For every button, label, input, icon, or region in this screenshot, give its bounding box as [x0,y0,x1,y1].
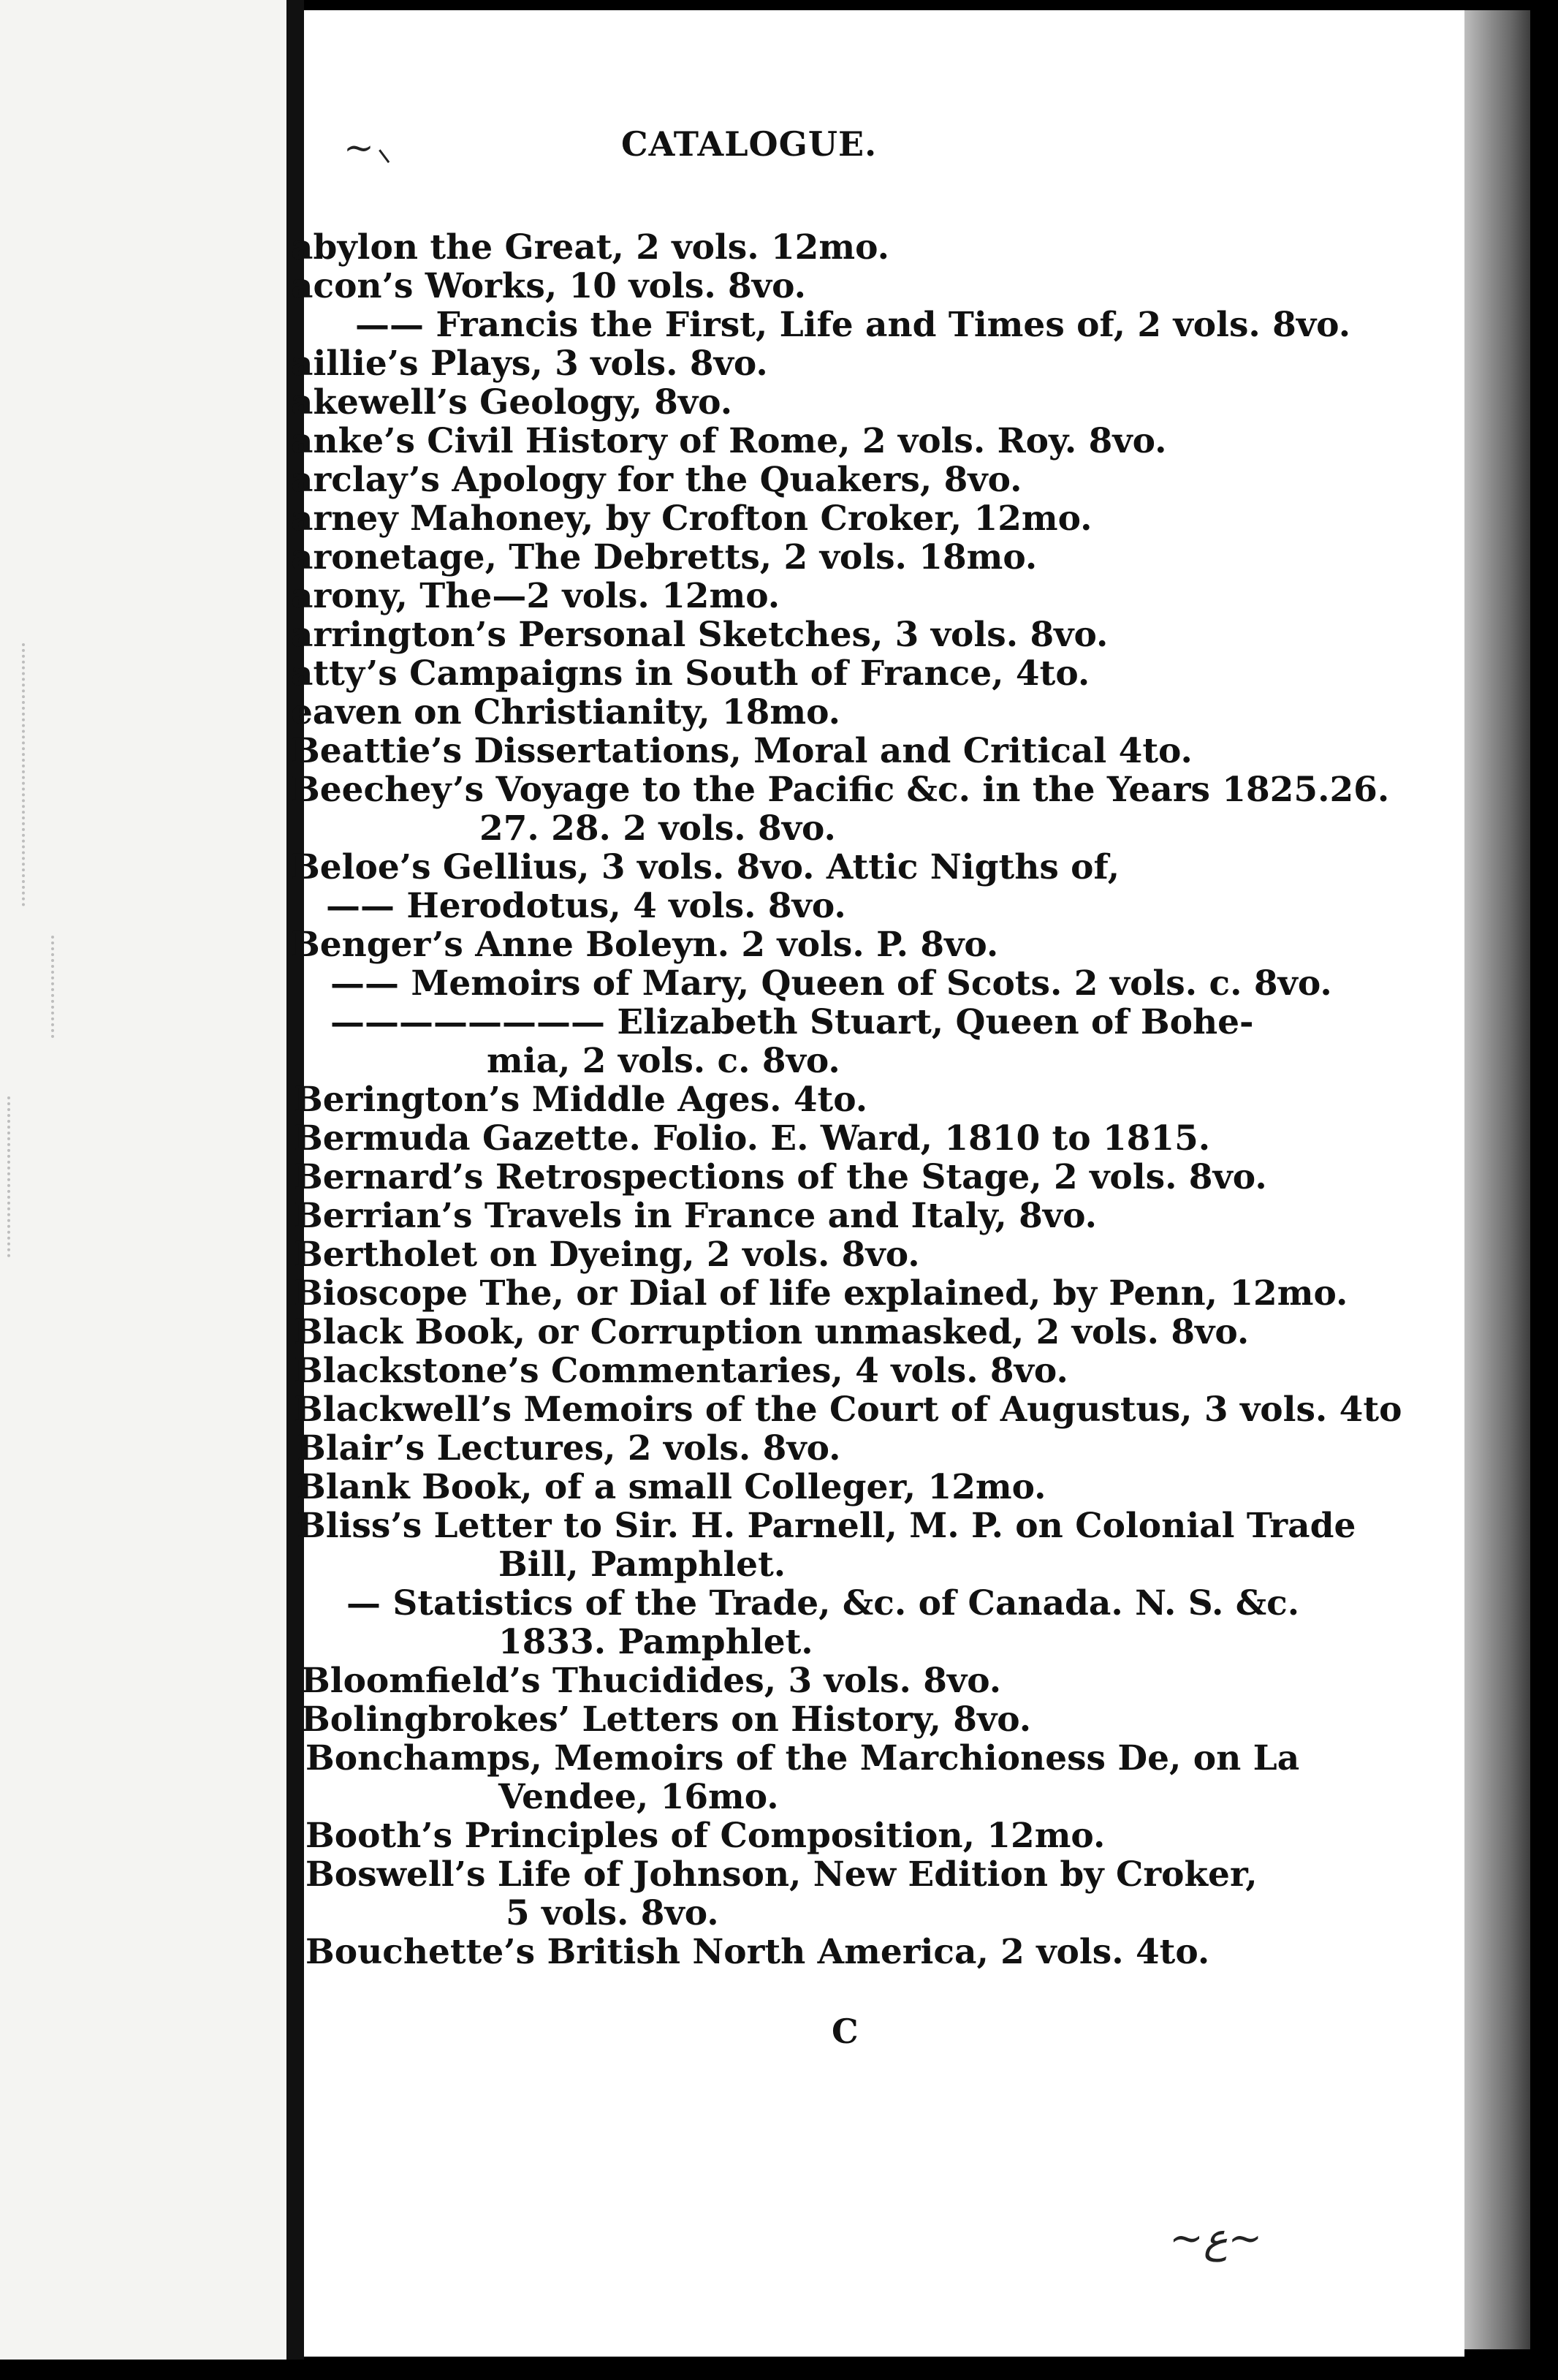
catalogue-entry: ———————— Elizabeth Stuart, Queen of Bohe- [330,1002,1254,1042]
catalogue-entry: Bertholet on Dyeing, 2 vols. 8vo. [294,1235,920,1275]
catalogue-entry: 27. 28. 2 vols. 8vo. [479,808,836,849]
catalogue-entry: Bolingbrokes’ Letters on History, 8vo. [301,1699,1032,1740]
catalogue-entry: Bliss’s Letter to Sir. H. Parnell, M. P. on Colonial Trade [297,1506,1356,1546]
catalogue-entry: arney Mahoney, by Crofton Croker, 12mo. [291,499,1092,539]
catalogue-entry: Bermuda Gazette. Folio. E. Ward, 1810 to 1815. [294,1118,1211,1159]
catalogue-entry: —— Memoirs of Mary, Queen of Scots. 2 vols. c. 8vo. [330,963,1332,1004]
printer-signature-mark: C [832,2012,859,2051]
catalogue-entry: — Statistics of the Trade, &c. of Canada. N. S. &c. [346,1583,1300,1623]
catalogue-entry: Blair’s Lectures, 2 vols. 8vo. [297,1428,841,1468]
catalogue-entry: Bloomfield’s Thucidides, 3 vols. 8vo. [301,1661,1002,1701]
catalogue-entry: akewell’s Geology, 8vo. [291,382,733,422]
catalogue-entry: Boswell’s Life of Johnson, New Edition by Croker, [305,1854,1258,1895]
catalogue-entry: anke’s Civil History of Rome, 2 vols. Roy. 8vo. [291,421,1167,461]
catalogue-entry: Blackstone’s Commentaries, 4 vols. 8vo. [294,1351,1068,1391]
catalogue-entry: 1833. Pamphlet. [498,1622,813,1662]
catalogue-entry: Bouchette’s British North America, 2 vols. 4to. [305,1932,1210,1972]
catalogue-entry: Booth’s Principles of Composition, 12mo. [305,1816,1106,1856]
page-title: CATALOGUE. [621,124,878,164]
catalogue-entry: —— Francis the First, Life and Times of, 2 vols. 8vo. [355,305,1351,345]
catalogue-entry: mia, 2 vols. c. 8vo. [487,1041,840,1081]
handwritten-scribble: ~ﻉ~ [1169,2215,1263,2262]
catalogue-entry: Vendee, 16mo. [498,1777,779,1817]
catalogue-entry: abylon the Great, 2 vols. 12mo. [291,227,889,268]
catalogue-entry: Berington’s Middle Ages. 4to. [294,1080,868,1120]
catalogue-entry: Black Book, or Corruption unmasked, 2 vols. 8vo. [294,1312,1250,1352]
catalogue-entry: Blank Book, of a small Colleger, 12mo. [297,1467,1046,1507]
catalogue-entry: Beattie’s Dissertations, Moral and Critical 4to. [291,731,1193,771]
catalogue-entry: acon’s Works, 10 vols. 8vo. [291,266,806,306]
catalogue-entry: arclay’s Apology for the Quakers, 8vo. [291,460,1022,500]
catalogue-entry: Benger’s Anne Boleyn. 2 vols. P. 8vo. [291,925,999,965]
catalogue-entry: Blackwell’s Memoirs of the Court of Augustus, 3 vols. 4to [294,1390,1402,1430]
catalogue-entry: Bioscope The, or Dial of life explained, by Penn, 12mo. [294,1273,1348,1314]
catalogue-entry: arrington’s Personal Sketches, 3 vols. 8vo. [291,615,1109,655]
catalogue-entry: aillie’s Plays, 3 vols. 8vo. [291,344,768,384]
catalogue-entry: Bill, Pamphlet. [498,1545,786,1585]
catalogue-entry: —— Herodotus, 4 vols. 8vo. [326,886,846,926]
catalogue-entry: Beloe’s Gellius, 3 vols. 8vo. Attic Nigths of, [291,847,1120,887]
catalogue-entry: atty’s Campaigns in South of France, 4to. [291,653,1090,694]
catalogue-entry: Beechey’s Voyage to the Pacific &c. in the Years 1825.26. [291,770,1390,810]
catalogue-entry: 5 vols. 8vo. [506,1893,719,1933]
handwritten-scribble: ~⸜ [343,126,392,169]
catalogue-entry: arony, The—2 vols. 12mo. [291,576,780,616]
catalogue-entry: Berrian’s Travels in France and Italy, 8vo. [294,1196,1097,1236]
catalogue-entry: Bonchamps, Memoirs of the Marchioness De, on La [305,1738,1300,1778]
catalogue-entry: eaven on Christianity, 18mo. [291,692,840,732]
catalogue-entry: Bernard’s Retrospections of the Stage, 2 vols. 8vo. [294,1157,1267,1197]
catalogue-entry: aronetage, The Debretts, 2 vols. 18mo. [291,537,1038,577]
